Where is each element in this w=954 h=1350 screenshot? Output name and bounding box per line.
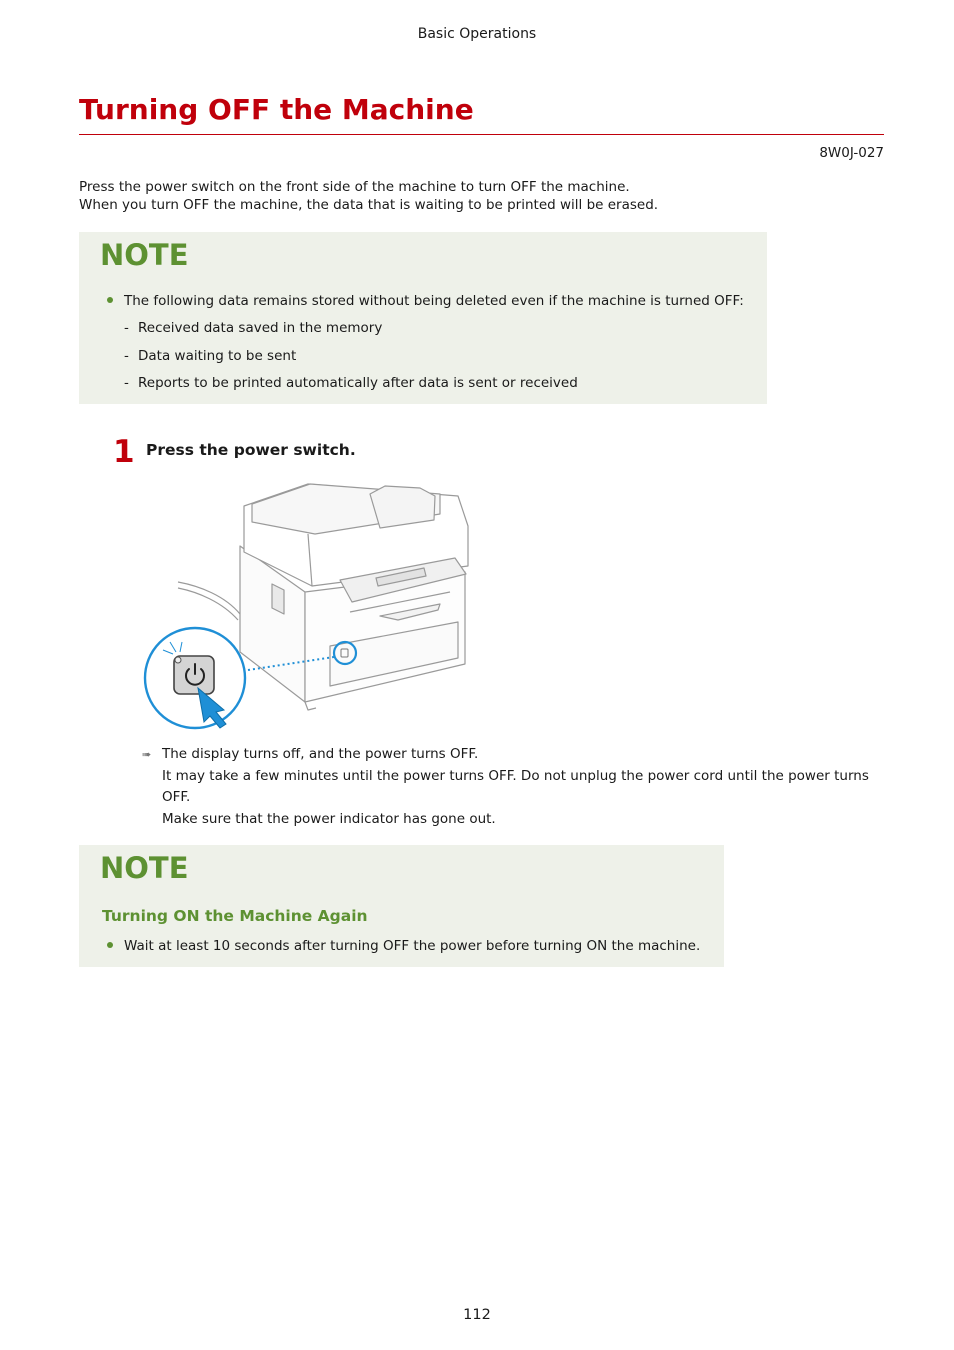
step-title: Press the power switch. [146,441,356,459]
intro-line: When you turn OFF the machine, the data that is waiting to be printed will be erased. [79,196,659,213]
bullet-icon [107,942,113,948]
title-rule [79,134,884,135]
note-sub-item: - Data waiting to be sent [124,348,297,364]
note-heading: NOTE [100,238,189,272]
note-heading: NOTE [100,851,189,885]
page-title: Turning OFF the Machine [79,93,474,126]
note-sub-item: - Received data saved in the memory [124,320,383,336]
running-header: Basic Operations [417,26,537,42]
printer-illustration [140,474,475,736]
note-sub-item: - Reports to be printed automatically after data is sent or received [124,375,578,391]
page-number: 112 [463,1307,491,1323]
note-bullet [107,938,700,954]
sub-item-text: Data waiting to be sent [138,348,297,364]
result-arrow-icon: ➠ [142,748,152,761]
sub-item-text: Reports to be printed automatically after data is sent or received [138,375,578,391]
bullet-icon [107,297,113,303]
sub-item-text: Received data saved in the memory [138,320,383,336]
step-number: 1 [113,434,135,470]
document-code: 8W0J-027 [819,145,884,161]
note-bullet-text: Wait at least 10 seconds after turning OFF the power before turning ON the machine. [124,938,701,954]
intro-line: Press the power switch on the front side of the machine to turn OFF the machine. [79,179,630,195]
result-line: It may take a few minutes until the power turns OFF. Do not unplug the power cord until the power turns OFF. [162,767,869,805]
step-result [142,744,882,830]
note-bullet [107,293,744,309]
result-line: The display turns off, and the power turns OFF. [162,746,479,762]
note-subheading: Turning ON the Machine Again [102,907,368,925]
intro-text [79,179,658,214]
result-line: Make sure that the power indicator has gone out. [162,810,496,827]
note-box [79,232,767,404]
note-box [79,845,724,967]
note-bullet-text: The following data remains stored without being deleted even if the machine is turned OFF: [124,293,744,309]
